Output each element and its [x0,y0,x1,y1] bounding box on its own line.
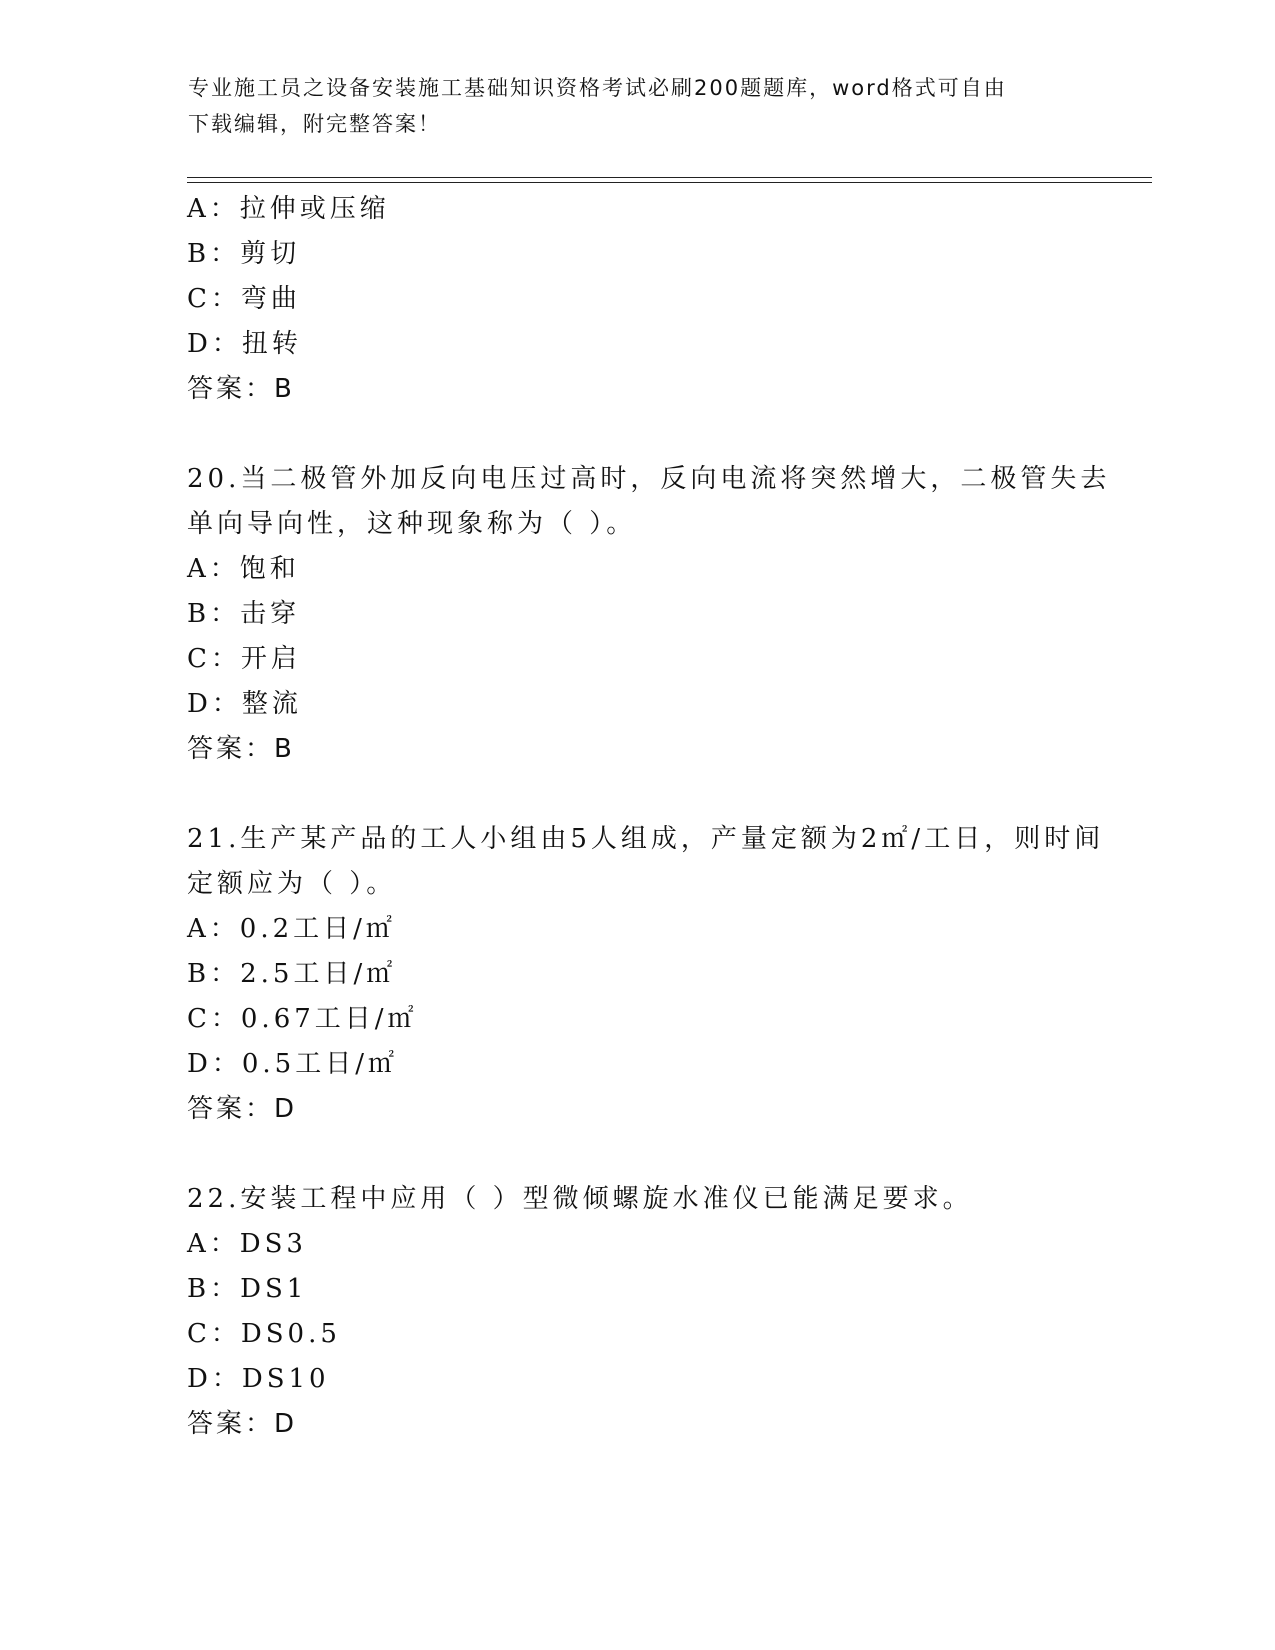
q22-answer: 答案：D [187,1409,298,1439]
q20-answer: 答案：B [187,734,295,764]
q20-option-d: D：整流 [187,689,302,719]
q20-option-b: B：击穿 [187,599,301,629]
q21-answer: 答案：D [187,1094,298,1124]
q19-answer: 答案：B [187,374,295,404]
q22-option-c: C：DS0.5 [187,1319,341,1349]
q19-option-c: C：弯曲 [187,284,301,314]
header-divider-bottom [187,182,1152,183]
q20-stem-line-1: 20.当二极管外加反向电压过高时，反向电流将突然增大，二极管失去 [187,464,1111,494]
document-header [188,70,1088,142]
header-title-line-1: 专业施工员之设备安装施工基础知识资格考试必刷200题题库，word格式可自由 [188,76,1007,100]
q21-option-a: A：0.2工日/㎡ [187,914,396,944]
q20-stem-line-2: 单向导向性，这种现象称为（ ）。 [187,509,637,539]
q20-option-a: A：饱和 [187,554,300,584]
q22-option-b: B：DS1 [187,1274,308,1304]
header-title-line-2: 下载编辑，附完整答案！ [188,112,441,136]
header-divider-top [187,177,1152,178]
q22-option-a: A：DS3 [187,1229,307,1259]
q21-stem-line-2: 定额应为（ ）。 [187,869,397,899]
q22-option-d: D：DS10 [187,1364,330,1394]
q19-option-d: D：扭转 [187,329,302,359]
q22-stem-line-1: 22.安装工程中应用（ ）型微倾螺旋水准仪已能满足要求。 [187,1184,973,1214]
q21-option-b: B：2.5工日/㎡ [187,959,397,989]
q21-option-d: D：0.5工日/㎡ [187,1049,398,1079]
q19-option-a: A：拉伸或压缩 [187,194,390,224]
q21-option-c: C：0.67工日/㎡ [187,1004,418,1034]
q21-stem-line-1: 21.生产某产品的工人小组由5人组成，产量定额为2㎡/工日，则时间 [187,824,1105,854]
q20-option-c: C：开启 [187,644,301,674]
q19-option-b: B：剪切 [187,239,301,269]
